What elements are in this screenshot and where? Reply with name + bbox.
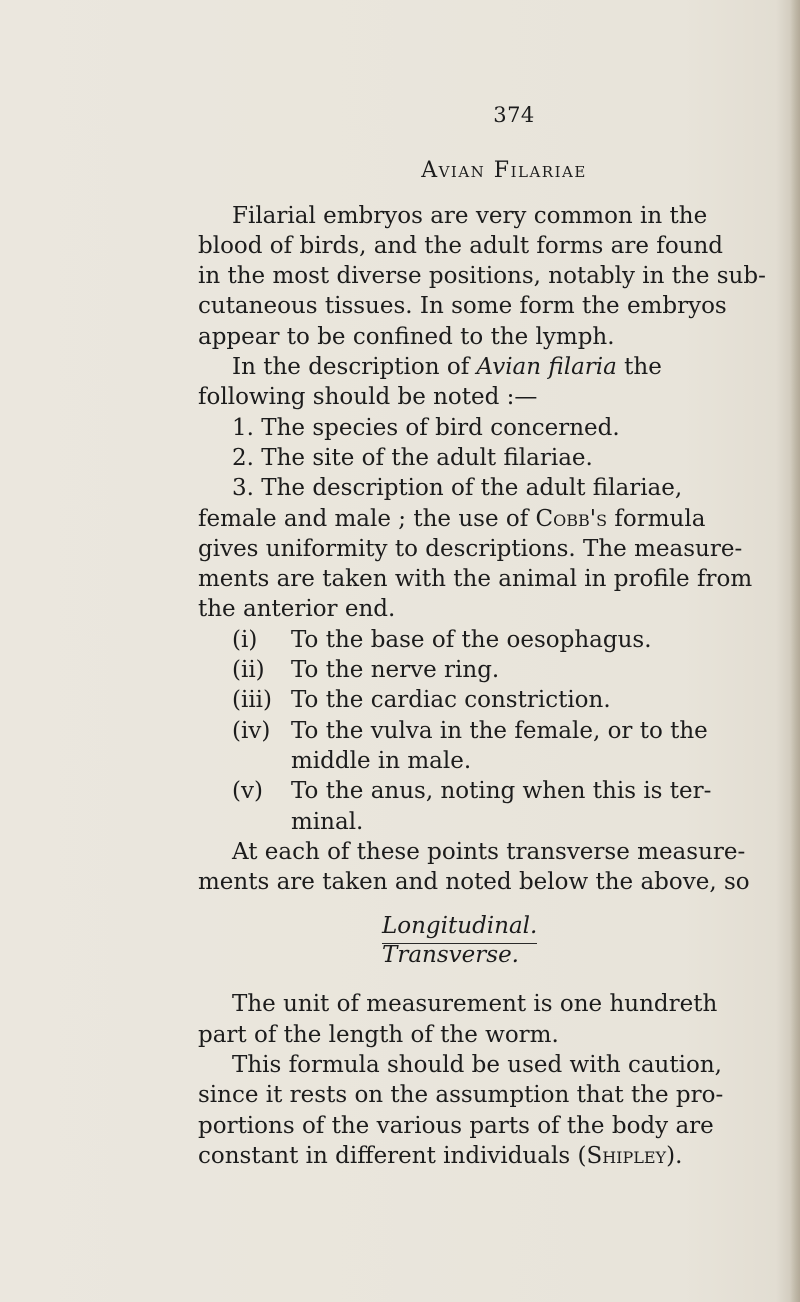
- page-number: 374: [493, 103, 535, 127]
- sub-list: [198, 625, 778, 837]
- sub-item-text: To the anus, noting when this is ter-: [291, 778, 712, 805]
- caution-paragraph: [198, 1050, 778, 1171]
- text-line: the anterior end.: [198, 596, 396, 623]
- formula: [382, 911, 778, 969]
- sub-item-label: (ii): [232, 657, 265, 684]
- text-line: blood of birds, and the adult forms are found: [198, 232, 724, 259]
- text-line: This formula should be used with caution,: [232, 1052, 722, 1079]
- text-line: ments are taken and noted below the above, so: [198, 869, 750, 896]
- text-line: cutaneous tissues. In some form the embryos: [198, 293, 727, 320]
- text-line: [198, 504, 778, 534]
- description-paragraph: [198, 352, 778, 413]
- text-span: ).: [666, 1142, 683, 1169]
- sub-item-label: (iv): [232, 717, 271, 744]
- sub-list-item: [198, 625, 778, 655]
- sub-item-text: To the cardiac constriction.: [291, 687, 611, 714]
- text-line: [198, 352, 778, 382]
- sub-list-item: [198, 716, 778, 746]
- list-item: 2. The site of the adult filariae.: [232, 444, 593, 471]
- unit-paragraph: [198, 989, 778, 1050]
- small-caps-name: Shipley: [586, 1142, 667, 1169]
- text-line: since it rests on the assumption that the pro-: [198, 1082, 724, 1109]
- text-span: In the description of: [232, 354, 477, 381]
- text-span: the: [616, 354, 662, 381]
- sub-list-item: [198, 685, 778, 715]
- small-caps-name: Cobb's: [535, 505, 608, 532]
- text-span: female and male ; the use of: [198, 505, 536, 532]
- text-block: [198, 100, 778, 1171]
- sub-item-label: (i): [232, 626, 258, 653]
- numbered-list: [198, 413, 778, 625]
- text-line: in the most diverse positions, notably in the sub-: [198, 263, 766, 290]
- sub-item-label: (iii): [232, 687, 273, 714]
- list-item: 1. The species of bird concerned.: [232, 414, 620, 441]
- formula-numerator: Longitudinal.: [382, 911, 537, 943]
- text-span: formula: [607, 505, 706, 532]
- text-line: part of the length of the worm.: [198, 1021, 559, 1048]
- sub-item-text: To the nerve ring.: [291, 657, 500, 684]
- sub-item-continuation: minal.: [291, 808, 364, 835]
- formula-denominator: Transverse.: [382, 942, 519, 969]
- text-line: [198, 1141, 778, 1171]
- text-line: appear to be confined to the lymph.: [198, 323, 615, 350]
- text-line: Filarial embryos are very common in the: [232, 202, 708, 229]
- formula-numerator-line: [382, 911, 778, 940]
- text-line: The unit of measurement is one hundreth: [232, 991, 718, 1018]
- sub-item-continuation: middle in male.: [291, 747, 472, 774]
- sub-item-text: To the vulva in the female, or to the: [291, 717, 708, 744]
- list-item: 3. The description of the adult filariae,: [232, 475, 683, 502]
- sub-item-text: To the base of the oesophagus.: [291, 626, 652, 653]
- text-line: At each of these points transverse measure-: [232, 838, 746, 865]
- page-edge-shadow: [790, 0, 800, 1302]
- text-line: following should be noted :—: [198, 384, 538, 411]
- sub-list-item: [198, 655, 778, 685]
- text-line: gives uniformity to descriptions. The measure-: [198, 535, 743, 562]
- text-span: constant in different individuals (: [198, 1142, 587, 1169]
- intro-paragraph: [198, 201, 778, 352]
- sub-item-label: (v): [232, 778, 263, 805]
- text-line: ments are taken with the animal in profile from: [198, 566, 753, 593]
- transverse-paragraph: [198, 837, 778, 898]
- sub-list-item: [198, 776, 778, 806]
- italic-term: Avian filaria: [476, 354, 617, 381]
- text-line: portions of the various parts of the body are: [198, 1112, 714, 1139]
- page-title: Avian Filariae: [421, 158, 587, 184]
